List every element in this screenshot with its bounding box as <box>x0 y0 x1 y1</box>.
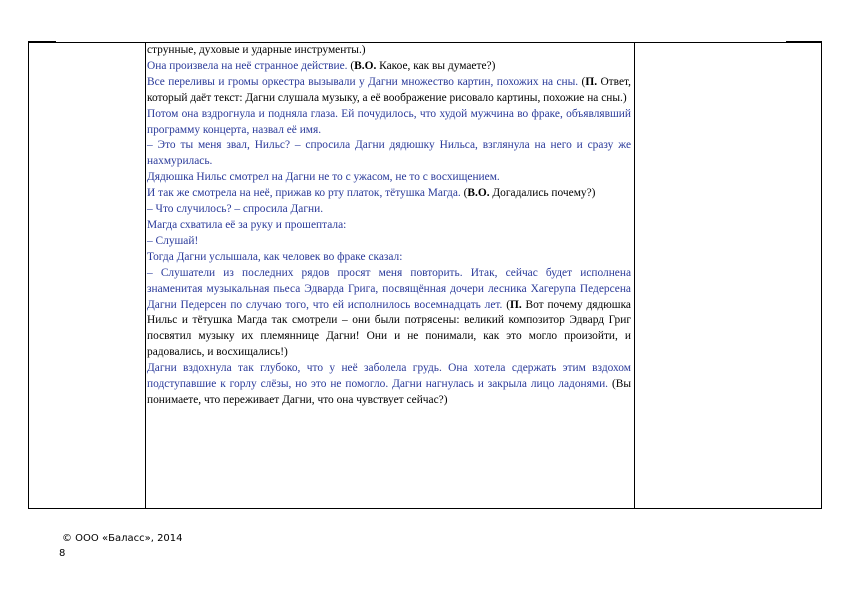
teacher-comment: П. <box>510 298 522 311</box>
teacher-comment: Вот почему дядюшка Нильс и тётушка Магда так смотрели – они были потрясены: великий композитор Эдвард Григ посвятил музыку их племяннице Дагни! Они и не понимали, как это могло произойти, и радовались, и восхищались!) <box>147 298 631 359</box>
text-paragraph <box>147 107 631 139</box>
teacher-comment: ( <box>506 298 510 311</box>
text-paragraph <box>147 138 631 170</box>
teacher-comment: струнные, духовые и ударные инструменты.) <box>147 44 366 56</box>
story-text: Тогда Дагни услышала, как человек во фраке сказал: <box>147 250 403 263</box>
teacher-comment: В.О. <box>467 187 490 200</box>
story-text: Магда схватила её за руку и прошептала: <box>147 218 347 231</box>
text-paragraph <box>147 202 631 218</box>
table-column-divider-2 <box>634 42 635 509</box>
teacher-comment: Ответ, который даёт текст: Дагни слушала музыку, а её воображение рисовало картины, похожие на сны.) <box>147 75 631 104</box>
teacher-comment: Догадались почему?) <box>489 187 596 200</box>
teacher-comment: ( <box>581 75 586 88</box>
story-text: Она произвела на неё странное действие. <box>147 59 351 72</box>
text-paragraph <box>147 59 631 75</box>
story-text: – Это ты меня звал, Нильс? – спросила Дагни дядюшку Нильса, взглянула на него и сразу же нахмурилась. <box>147 139 631 168</box>
story-text: – Что случилось? – спросила Дагни. <box>147 203 324 216</box>
table-corner-mark-right <box>786 41 822 43</box>
text-paragraph <box>147 234 631 250</box>
page-number: 8 <box>59 548 66 559</box>
text-paragraph <box>147 266 631 361</box>
teacher-comment: Какое, как вы думаете?) <box>376 59 496 72</box>
text-paragraph <box>147 43 631 59</box>
story-text: Все переливы и громы оркестра вызывали у Дагни множество картин, похожих на сны. <box>147 75 582 88</box>
story-text: Дагни вздохнула так глубоко, что у неё заболела грудь. Она хотела сдержать этим вздохом подступавшие к горлу слёзы, но это не помогло. Дагни нагнулась и закрыла лицо ладонями. <box>147 362 631 391</box>
story-text: – Слушатели из последних рядов просят меня повторить. Итак, сейчас будет исполнена знаменитая музыкальная пьеса Эдварда Грига, посвящённая дочери лесника Хагерупа Педерсена Дагни Педерсен по случаю того, что ей исполнилось восемнадцать лет. <box>147 266 631 311</box>
teacher-comment: П. <box>585 75 598 88</box>
copyright-footer: © ООО «Баласс», 2014 <box>62 533 183 544</box>
table-corner-mark-left <box>28 41 56 43</box>
text-paragraph <box>147 186 631 202</box>
text-paragraph <box>147 75 631 107</box>
teacher-comment: В.О. <box>354 59 377 72</box>
text-paragraph <box>147 361 631 409</box>
teacher-comment: (Вы понимаете, что переживает Дагни, что она чувствует сейчас?) <box>147 378 631 406</box>
text-paragraph <box>147 170 631 186</box>
teacher-comment: ( <box>463 187 468 200</box>
story-text: Дядюшка Нильс смотрел на Дагни не то с ужасом, не то с восхищением. <box>147 171 500 184</box>
story-text: И так же смотрела на неё, прижав ко рту платок, тётушка Магда. <box>147 187 464 200</box>
text-paragraph <box>147 250 631 266</box>
text-paragraph <box>147 218 631 234</box>
lesson-text-cell <box>147 43 631 409</box>
story-text: – Слушай! <box>147 234 199 247</box>
story-text: Потом она вздрогнула и подняла глаза. Ей почудилось, что худой мужчина во фраке, объявлявший программу концерта, назвал её имя. <box>147 107 631 136</box>
teacher-comment: ( <box>350 59 355 72</box>
table-column-divider-1 <box>145 42 146 509</box>
